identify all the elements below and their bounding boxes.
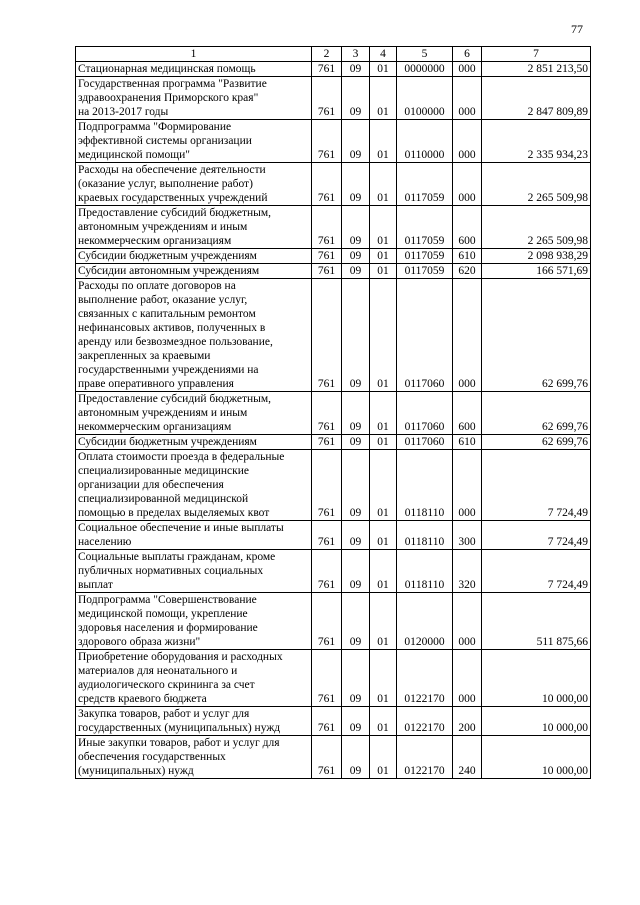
target-article-cell: 0122170 xyxy=(397,650,453,707)
table-row xyxy=(76,249,591,264)
row-name-cell: Подпрограмма "Формирование эффективной системы организации медицинской помощи" xyxy=(76,120,312,163)
section-code-cell: 09 xyxy=(342,521,370,550)
target-article-cell: 0117059 xyxy=(397,206,453,249)
subsection-code-cell: 01 xyxy=(370,450,397,521)
target-article-cell: 0117060 xyxy=(397,392,453,435)
ministry-code-cell: 761 xyxy=(312,206,342,249)
section-code-cell: 09 xyxy=(342,736,370,779)
subsection-code-cell: 01 xyxy=(370,736,397,779)
amount-cell: 7 724,49 xyxy=(482,521,591,550)
table-row xyxy=(76,392,591,435)
amount-cell: 2 851 213,50 xyxy=(482,62,591,77)
table-row xyxy=(76,264,591,279)
table-row xyxy=(76,206,591,249)
amount-cell: 7 724,49 xyxy=(482,450,591,521)
row-name-cell: Субсидии автономным учреждениям xyxy=(76,264,312,279)
row-name-cell: Закупка товаров, работ и услуг для государственных (муниципальных) нужд xyxy=(76,707,312,736)
subsection-code-cell: 01 xyxy=(370,392,397,435)
table-body xyxy=(76,62,591,779)
subsection-code-cell: 01 xyxy=(370,650,397,707)
ministry-code-cell: 761 xyxy=(312,392,342,435)
expense-type-cell: 000 xyxy=(453,77,482,120)
target-article-cell: 0117059 xyxy=(397,249,453,264)
table-row xyxy=(76,163,591,206)
section-code-cell: 09 xyxy=(342,650,370,707)
target-article-cell: 0120000 xyxy=(397,593,453,650)
ministry-code-cell: 761 xyxy=(312,650,342,707)
expense-type-cell: 000 xyxy=(453,279,482,392)
subsection-code-cell: 01 xyxy=(370,521,397,550)
row-name-cell: Приобретение оборудования и расходных материалов для неонатального и аудиологического скрининга за счет средств краевого бюджета xyxy=(76,650,312,707)
row-name-cell: Подпрограмма "Совершенствование медицинской помощи, укрепление здоровья населения и формирование здорового образа жизни" xyxy=(76,593,312,650)
target-article-cell: 0118110 xyxy=(397,450,453,521)
row-name-cell: Государственная программа "Развитие здравоохранения Приморского края" на 2013-2017 годы xyxy=(76,77,312,120)
amount-cell: 62 699,76 xyxy=(482,435,591,450)
amount-cell: 2 335 934,23 xyxy=(482,120,591,163)
ministry-code-cell: 761 xyxy=(312,249,342,264)
table-row xyxy=(76,707,591,736)
section-code-cell: 09 xyxy=(342,435,370,450)
amount-cell: 10 000,00 xyxy=(482,650,591,707)
section-code-cell: 09 xyxy=(342,77,370,120)
row-name-cell: Субсидии бюджетным учреждениям xyxy=(76,249,312,264)
section-code-cell: 09 xyxy=(342,392,370,435)
target-article-cell: 0000000 xyxy=(397,62,453,77)
amount-cell: 62 699,76 xyxy=(482,279,591,392)
expense-type-cell: 000 xyxy=(453,163,482,206)
amount-cell: 62 699,76 xyxy=(482,392,591,435)
section-code-cell: 09 xyxy=(342,264,370,279)
expense-type-cell: 300 xyxy=(453,521,482,550)
ministry-code-cell: 761 xyxy=(312,62,342,77)
page-number: 77 xyxy=(571,22,583,36)
section-code-cell: 09 xyxy=(342,206,370,249)
amount-cell: 7 724,49 xyxy=(482,550,591,593)
row-name-cell: Социальные выплаты гражданам, кроме публичных нормативных социальных выплат xyxy=(76,550,312,593)
row-name-cell: Оплата стоимости проезда в федеральные специализированные медицинские организации для обеспечения специализированной медицинской помощью в пределах выделяемых квот xyxy=(76,450,312,521)
section-code-cell: 09 xyxy=(342,249,370,264)
amount-cell: 10 000,00 xyxy=(482,707,591,736)
ministry-code-cell: 761 xyxy=(312,264,342,279)
table-row xyxy=(76,120,591,163)
ministry-code-cell: 761 xyxy=(312,707,342,736)
column-header: 7 xyxy=(482,47,591,62)
column-header: 6 xyxy=(453,47,482,62)
ministry-code-cell: 761 xyxy=(312,120,342,163)
section-code-cell: 09 xyxy=(342,450,370,521)
subsection-code-cell: 01 xyxy=(370,707,397,736)
expense-type-cell: 200 xyxy=(453,707,482,736)
ministry-code-cell: 761 xyxy=(312,550,342,593)
amount-cell: 2 265 509,98 xyxy=(482,206,591,249)
subsection-code-cell: 01 xyxy=(370,77,397,120)
amount-cell: 2 098 938,29 xyxy=(482,249,591,264)
expense-type-cell: 240 xyxy=(453,736,482,779)
section-code-cell: 09 xyxy=(342,120,370,163)
row-name-cell: Субсидии бюджетным учреждениям xyxy=(76,435,312,450)
table-row xyxy=(76,279,591,392)
expense-type-cell: 610 xyxy=(453,435,482,450)
ministry-code-cell: 761 xyxy=(312,736,342,779)
budget-table xyxy=(75,46,591,779)
column-header: 2 xyxy=(312,47,342,62)
table-row xyxy=(76,450,591,521)
subsection-code-cell: 01 xyxy=(370,279,397,392)
section-code-cell: 09 xyxy=(342,550,370,593)
expense-type-cell: 600 xyxy=(453,206,482,249)
subsection-code-cell: 01 xyxy=(370,120,397,163)
amount-cell: 2 847 809,89 xyxy=(482,77,591,120)
table-row xyxy=(76,435,591,450)
row-name-cell: Расходы по оплате договоров на выполнение работ, оказание услуг, связанных с капитальным ремонтом нефинансовых активов, полученных в аренду или безвозмездное пользование, закрепленных за краевыми государственными учреждениями на праве оперативного управления xyxy=(76,279,312,392)
section-code-cell: 09 xyxy=(342,279,370,392)
table-row xyxy=(76,62,591,77)
amount-cell: 10 000,00 xyxy=(482,736,591,779)
ministry-code-cell: 761 xyxy=(312,450,342,521)
subsection-code-cell: 01 xyxy=(370,163,397,206)
target-article-cell: 0117059 xyxy=(397,264,453,279)
expense-type-cell: 000 xyxy=(453,650,482,707)
table-header-row xyxy=(76,47,591,62)
section-code-cell: 09 xyxy=(342,62,370,77)
amount-cell: 511 875,66 xyxy=(482,593,591,650)
row-name-cell: Стационарная медицинская помощь xyxy=(76,62,312,77)
ministry-code-cell: 761 xyxy=(312,77,342,120)
ministry-code-cell: 761 xyxy=(312,163,342,206)
amount-cell: 2 265 509,98 xyxy=(482,163,591,206)
row-name-cell: Иные закупки товаров, работ и услуг для обеспечения государственных (муниципальных) нужд xyxy=(76,736,312,779)
table-row xyxy=(76,593,591,650)
row-name-cell: Предоставление субсидий бюджетным, автономным учреждениям и иным некоммерческим организациям xyxy=(76,392,312,435)
column-header: 1 xyxy=(76,47,312,62)
table-row xyxy=(76,550,591,593)
subsection-code-cell: 01 xyxy=(370,249,397,264)
target-article-cell: 0100000 xyxy=(397,77,453,120)
ministry-code-cell: 761 xyxy=(312,435,342,450)
column-header: 4 xyxy=(370,47,397,62)
target-article-cell: 0122170 xyxy=(397,736,453,779)
subsection-code-cell: 01 xyxy=(370,62,397,77)
expense-type-cell: 600 xyxy=(453,392,482,435)
ministry-code-cell: 761 xyxy=(312,521,342,550)
subsection-code-cell: 01 xyxy=(370,206,397,249)
target-article-cell: 0118110 xyxy=(397,550,453,593)
expense-type-cell: 610 xyxy=(453,249,482,264)
row-name-cell: Социальное обеспечение и иные выплаты населению xyxy=(76,521,312,550)
expense-type-cell: 320 xyxy=(453,550,482,593)
section-code-cell: 09 xyxy=(342,593,370,650)
subsection-code-cell: 01 xyxy=(370,264,397,279)
ministry-code-cell: 761 xyxy=(312,593,342,650)
ministry-code-cell: 761 xyxy=(312,279,342,392)
target-article-cell: 0118110 xyxy=(397,521,453,550)
target-article-cell: 0122170 xyxy=(397,707,453,736)
subsection-code-cell: 01 xyxy=(370,550,397,593)
table-row xyxy=(76,77,591,120)
expense-type-cell: 000 xyxy=(453,62,482,77)
subsection-code-cell: 01 xyxy=(370,593,397,650)
subsection-code-cell: 01 xyxy=(370,435,397,450)
table-row xyxy=(76,521,591,550)
row-name-cell: Расходы на обеспечение деятельности (оказание услуг, выполнение работ) краевых государственных учреждений xyxy=(76,163,312,206)
section-code-cell: 09 xyxy=(342,707,370,736)
expense-type-cell: 000 xyxy=(453,120,482,163)
expense-type-cell: 000 xyxy=(453,450,482,521)
section-code-cell: 09 xyxy=(342,163,370,206)
amount-cell: 166 571,69 xyxy=(482,264,591,279)
expense-type-cell: 620 xyxy=(453,264,482,279)
target-article-cell: 0117060 xyxy=(397,435,453,450)
target-article-cell: 0110000 xyxy=(397,120,453,163)
column-header: 5 xyxy=(397,47,453,62)
target-article-cell: 0117060 xyxy=(397,279,453,392)
column-header: 3 xyxy=(342,47,370,62)
table-row xyxy=(76,650,591,707)
target-article-cell: 0117059 xyxy=(397,163,453,206)
table-row xyxy=(76,736,591,779)
expense-type-cell: 000 xyxy=(453,593,482,650)
row-name-cell: Предоставление субсидий бюджетным, автономным учреждениям и иным некоммерческим организациям xyxy=(76,206,312,249)
